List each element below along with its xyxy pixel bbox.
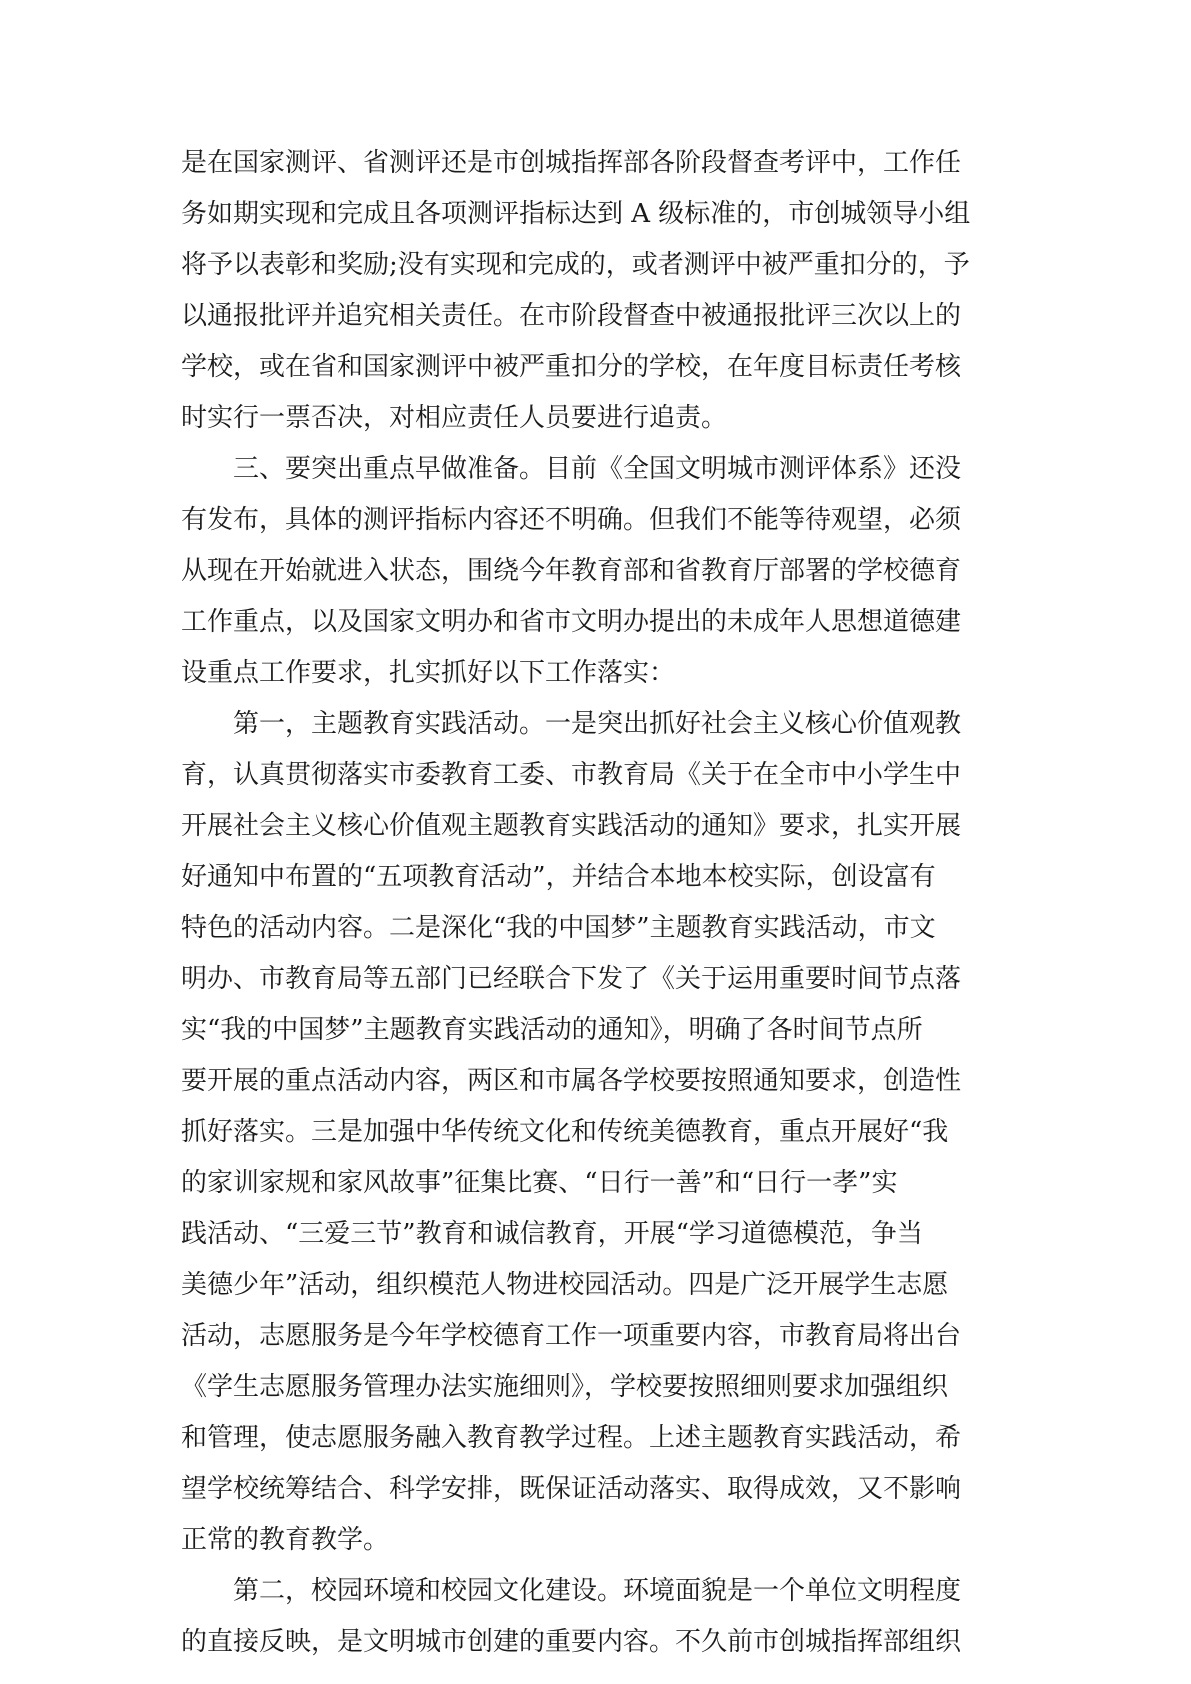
text-line: 第一，主题教育实践活动。一是突出抓好社会主义核心价值观教 [233,709,962,739]
text-line: 学校，或在省和国家测评中被严重扣分的学校，在年度目标责任考核 [181,352,962,382]
text-line: 望学校统筹结合、科学安排，既保证活动落实、取得成效，又不影响 [181,1474,962,1504]
paragraph-1 [181,138,1013,444]
text-line: 要开展的重点活动内容，两区和市属各学校要按照通知要求，创造性 [181,1066,962,1096]
text-line: 工作重点，以及国家文明办和省市文明办提出的未成年人思想道德建 [181,607,962,637]
text-line: 开展社会主义核心价值观主题教育实践活动的通知》要求，扎实开展 [181,811,962,841]
text-line: 三、要突出重点早做准备。目前《全国文明城市测评体系》还没 [233,454,962,484]
text-line: 践活动、“三爱三节”教育和诚信教育，开展“学习道德模范，争当 [181,1219,923,1249]
text-line: 育，认真贯彻落实市委教育工委、市教育局《关于在全市中小学生中 [181,760,962,790]
document-body [181,138,1013,1668]
text-line: 第二，校园环境和校园文化建设。环境面貌是一个单位文明程度 [233,1576,962,1606]
text-line: 以通报批评并追究相关责任。在市阶段督查中被通报批评三次以上的 [181,301,962,331]
text-line: 和管理，使志愿服务融入教育教学过程。上述主题教育实践活动，希 [181,1423,962,1453]
text-line: 美德少年”活动，组织模范人物进校园活动。四是广泛开展学生志愿 [181,1270,949,1300]
paragraph-4 [181,1566,1013,1668]
text-line: 是在国家测评、省测评还是市创城指挥部各阶段督查考评中，工作任 [181,148,962,178]
text-line: 好通知中布置的“五项教育活动”，并结合本地本校实际，创设富有 [181,862,936,892]
text-line: 从现在开始就进入状态，围绕今年教育部和省教育厅部署的学校德育 [181,556,962,586]
text-line: 正常的教育教学。 [181,1525,390,1555]
text-line: 实“我的中国梦”主题教育实践活动的通知》，明确了各时间节点所 [181,1015,923,1045]
text-line: 的直接反映，是文明城市创建的重要内容。不久前市创城指挥部组织 [181,1627,962,1657]
text-line: 时实行一票否决，对相应责任人员要进行追责。 [181,403,728,433]
text-line: 有发布，具体的测评指标内容还不明确。但我们不能等待观望，必须 [181,505,962,535]
text-line: 抓好落实。三是加强中华传统文化和传统美德教育，重点开展好“我 [181,1117,949,1147]
text-line: 将予以表彰和奖励;没有实现和完成的，或者测评中被严重扣分的，予 [181,250,970,280]
text-line: 的家训家规和家风故事”征集比赛、“日行一善”和“日行一孝”实 [181,1168,898,1198]
text-line: 特色的活动内容。二是深化“我的中国梦”主题教育实践活动，市文 [181,913,936,943]
text-line: 活动，志愿服务是今年学校德育工作一项重要内容，市教育局将出台 [181,1321,962,1351]
text-line: 《学生志愿服务管理办法实施细则》，学校要按照细则要求加强组织 [181,1372,949,1402]
text-line: 务如期实现和完成且各项测评指标达到 A 级标准的，市创城领导小组 [181,199,971,229]
text-line: 明办、市教育局等五部门已经联合下发了《关于运用重要时间节点落 [181,964,962,994]
paragraph-2 [181,444,1013,699]
text-line: 设重点工作要求，扎实抓好以下工作落实： [181,658,676,688]
paragraph-3 [181,699,1013,1566]
